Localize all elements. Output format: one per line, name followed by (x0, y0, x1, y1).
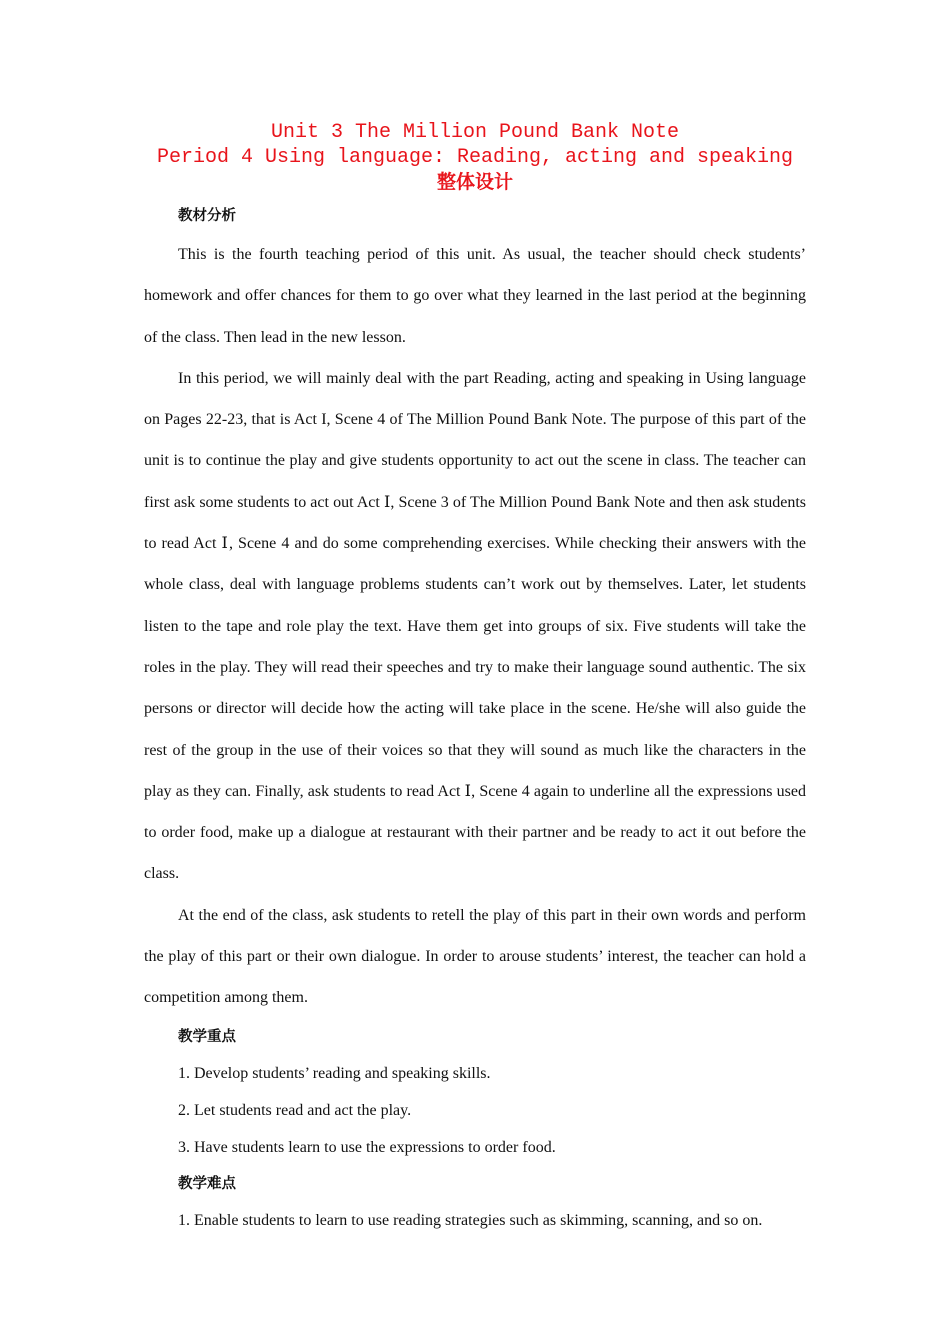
title-period: Period 4 Using language: Reading, acting and speaking (156, 146, 794, 169)
key-point-item: 3. Have students learn to use the expressions to order food. (178, 1138, 556, 1156)
key-point-item: 2. Let students read and act the play. (178, 1101, 412, 1119)
difficulty-item: 1. Enable students to learn to use reading strategies such as skimming, scanning, and so on. (178, 1211, 763, 1229)
key-point-item: 1. Develop students’ reading and speaking skills. (178, 1064, 491, 1082)
paragraph-period-content: In this period, we will mainly deal with the part Reading, acting and speaking in Using language on Pages 22-23, that is Act I, Scene 4 of The Million Pound Bank Note. The purpose of this part of the unit is to continue the play and give students opportunity to act out the scene in class. The teacher can first ask some students to act out Act Ⅰ, Scene 3 of The Million Pound Bank Note and then ask students to read Act Ⅰ, Scene 4 and do some comprehending exercises. While checking their answers with the whole class, deal with language problems students can’t work out by themselves. Later, let students listen to the tape and role play the text. Have them get into groups of six. Five students will take the roles in the play. They will read their speeches and try to make their language sound authentic. The six persons or director will decide how the acting will take place in the scene. He/she will also guide the rest of the group in the use of their voices so that they will sound as much like the characters in the play as they can. Finally, ask students to read Act Ⅰ, Scene 4 again to underline all the expressions used to order food, make up a dialogue at restaurant with their partner and be ready to act it out before the class. (144, 369, 806, 883)
heading-key-points: 教学重点 (178, 1028, 236, 1045)
title-unit: Unit 3 The Million Pound Bank Note (270, 121, 680, 144)
paragraph-class-end: At the end of the class, ask students to retell the play of this part in their own words and perform the play of this part or their own dialogue. In order to arouse students’ interest, the teacher can hold a competition among them. (144, 906, 806, 1007)
heading-difficulties: 教学难点 (178, 1175, 236, 1192)
document-page (144, 120, 806, 1239)
paragraph-intro: This is the fourth teaching period of this unit. As usual, the teacher should check students’ homework and offer chances for them to go over what they learned in the last period at the beginning of the class. Then lead in the new lesson. (144, 246, 806, 346)
heading-textbook-analysis: 教材分析 (178, 208, 236, 224)
title-overall-design: 整体设计 (436, 171, 513, 193)
